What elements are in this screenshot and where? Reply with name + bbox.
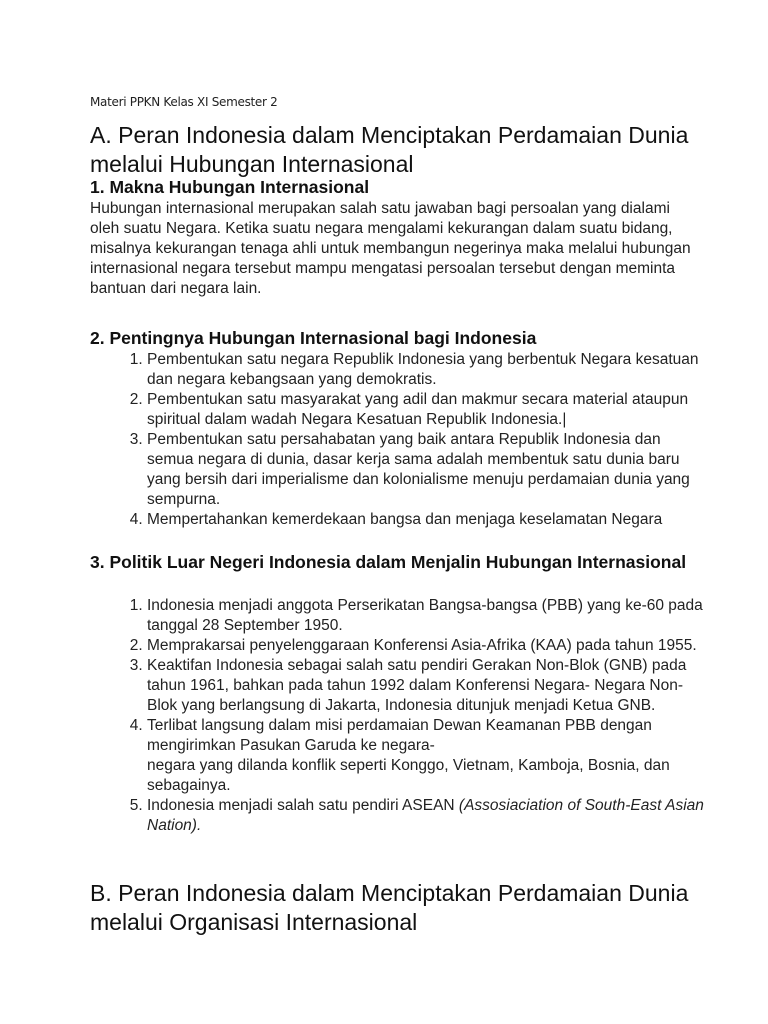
list-item: 3. Pembentukan satu persahabatan yang baik antara Republik Indonesia dan semua negara di dunia, dasar kerja sama adalah membentuk satu dunia baru yang bersih dari imperialisme dan kolonialisme menuju perdamaian dunia yang sempurna. (147, 430, 707, 510)
list-item: 2. Memprakarsai penyelenggaraan Konferensi Asia-Afrika (KAA) pada tahun 1955. (147, 636, 707, 656)
section-2-list (120, 350, 707, 530)
section-2-heading: 2. Pentingnya Hubungan Internasional bagi Indonesia (90, 328, 537, 348)
list-item: 1. Indonesia menjadi anggota Perserikatan Bangsa-bangsa (PBB) yang ke-60 pada tanggal 28 September 1950. (147, 596, 707, 636)
list-item-text: Indonesia menjadi salah satu pendiri ASEAN (147, 797, 459, 814)
list-item (147, 796, 707, 836)
heading-a: A. Peran Indonesia dalam Menciptakan Perdamaian Dunia melalui Hubungan Internasional (90, 122, 689, 177)
list-item (147, 716, 707, 796)
list-item-line: negara yang dilanda konflik seperti Konggo, Vietnam, Kamboja, Bosnia, dan sebagainya. (147, 757, 670, 794)
list-item: 1. Pembentukan satu negara Republik Indonesia yang berbentuk Negara kesatuan dan negara kebangsaan yang demokratis. (147, 350, 707, 390)
heading-b: B. Peran Indonesia dalam Menciptakan Perdamaian Dunia melalui Organisasi Internasional (90, 880, 689, 935)
list-item: 2. Pembentukan satu masyarakat yang adil dan makmur secara material ataupun spiritual dalam wadah Negara Kesatuan Republik Indonesia.| (147, 390, 707, 430)
list-item: 3. Keaktifan Indonesia sebagai salah satu pendiri Gerakan Non-Blok (GNB) pada tahun 1961, bahkan pada tahun 1992 dalam Konferensi Negara- Negara Non-Blok yang berlangsung di Jakarta, Indonesia ditunjuk menjadi Ketua GNB. (147, 656, 707, 716)
list-item: 4. Mempertahankan kemerdekaan bangsa dan menjaga keselamatan Negara (147, 510, 707, 530)
section-3-heading: 3. Politik Luar Negeri Indonesia dalam Menjalin Hubungan Internasional (90, 552, 687, 572)
list-item-line: Terlibat langsung dalam misi perdamaian Dewan Keamanan PBB dengan mengirimkan Pasukan Garuda ke negara- (147, 717, 652, 754)
section-3-list (120, 596, 707, 836)
section-1-heading: 1. Makna Hubungan Internasional (90, 177, 370, 197)
section-1-paragraph: Hubungan internasional merupakan salah satu jawaban bagi persoalan yang dialami oleh suatu Negara. Ketika suatu negara mengalami kekurangan dalam suatu bidang, misalnya kekurangan tenaga ahli untuk membangun negerinya maka melalui hubungan internasional negara tersebut mampu mengatasi persoalan tersebut dengan meminta bantuan dari negara lain. (90, 200, 691, 297)
document-label: Materi PPKN Kelas XI Semester 2 (90, 95, 278, 109)
list-item-italic-text: (Assosiaciation of South-East Asian Nation). (147, 797, 704, 834)
